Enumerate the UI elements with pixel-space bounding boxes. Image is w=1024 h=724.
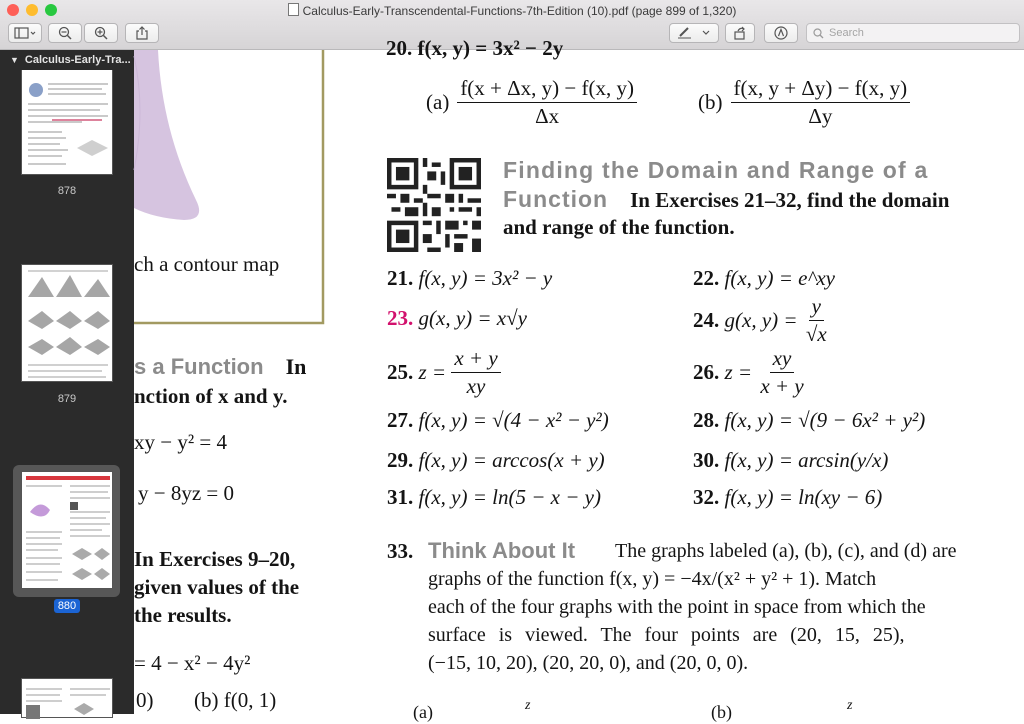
left-equation: (b) f(0, 1)	[194, 688, 277, 712]
search-icon	[813, 28, 824, 39]
zoom-out-button[interactable]	[48, 23, 82, 43]
exercise-33-text: The graphs labeled (a), (b), (c), and (d) are	[615, 540, 957, 562]
exercise-23: 23. g(x, y) = x√y	[387, 306, 527, 330]
exercise-28: 28. f(x, y) = √(9 − 6x² + y²)	[693, 408, 926, 432]
thumbnail-sidebar	[0, 50, 134, 714]
left-equation: = 4 − x² − 4y²	[134, 651, 251, 675]
page-thumbnail-878[interactable]	[21, 70, 113, 175]
exercise-31: 31. f(x, y) = ln(5 − x − y)	[387, 485, 601, 509]
exercise-33-title: Think About It	[428, 538, 576, 563]
exercise-30: 30. f(x, y) = arcsin(y/x)	[693, 448, 889, 472]
section-heading-line2: Function In Exercises 21–32, find the domain	[503, 186, 950, 212]
exercise-26: 26. z = $\frac{xy}{x + y}$	[693, 346, 804, 398]
page-thumbnail-preview	[22, 472, 114, 590]
exercise-33-text: (−15, 10, 20), (20, 20, 0), and (20, 0, 0).	[428, 652, 749, 674]
sidebar-toggle-button[interactable]	[8, 23, 42, 43]
exercise-25: 25. z = $\frac{x + y}{xy}$	[387, 346, 501, 399]
exercise-29: 29. f(x, y) = arccos(x + y)	[387, 448, 605, 472]
share-icon	[136, 26, 148, 40]
search-input[interactable]: Search	[806, 23, 1020, 43]
disclosure-triangle-icon: ▼	[10, 55, 19, 65]
figure-3d-surface	[134, 50, 334, 330]
exercise-20-part-b: (b) $\frac{f(x, y + \Delta y) - f(x, y)}{\Delta y}$	[698, 76, 910, 129]
exercise-33-text: each of the four graphs with the point in space from which the	[428, 596, 926, 618]
left-equation: y − 8yz = 0	[138, 481, 235, 505]
exercise-33-number: 33.	[387, 539, 414, 563]
section-heading: Finding the Domain and Range of a	[503, 157, 929, 183]
axis-label-z: z	[525, 698, 531, 713]
rotate-icon	[733, 26, 747, 40]
page-thumbnail-preview	[22, 70, 114, 175]
exercise-32: 32. f(x, y) = ln(xy − 6)	[693, 485, 883, 509]
exercise-20-part-a: (a) $\frac{f(x + \Delta x, y) - f(x, y)}{\Delta x}$	[426, 76, 637, 129]
page-number-label-selected: 880	[0, 600, 134, 612]
zoom-in-icon	[94, 26, 108, 40]
page-thumbnail-preview	[22, 679, 114, 719]
markup-pen-circle-icon	[774, 26, 788, 40]
sidebar-document-header[interactable]: ▼ Calculus-Early-Tra...	[10, 54, 131, 66]
exercise-20-partial: 20. f(x, y) = 3x² − 2y	[386, 36, 564, 60]
page-number-label: 879	[57, 393, 77, 405]
section-description: and range of the function.	[503, 215, 735, 239]
window-title: Calculus-Early-Transcendental-Functions-7th-Edition (10).pdf (page 899 of 1,320)	[0, 3, 1024, 18]
rotate-button[interactable]	[725, 23, 755, 43]
exercise-24: 24. g(x, y) = $\frac{y}{√x}$	[693, 294, 827, 346]
exercise-33-text: surface is viewed. The four points are (20, 15, 25),	[428, 624, 905, 646]
markup-button[interactable]	[764, 23, 798, 43]
page-thumbnail-preview	[22, 265, 114, 383]
exercise-27: 27. f(x, y) = √(4 − x² − y²)	[387, 408, 609, 432]
document-view[interactable]	[134, 36, 1024, 722]
left-exercises-text: the results.	[134, 603, 232, 627]
difference-quotient-x: $\frac{f(x + \Delta x, y) - f(x, y)}{\Delta x}$	[457, 76, 637, 129]
exercise-22: 22. f(x, y) = e^xy	[693, 266, 835, 290]
page-thumbnail-880[interactable]	[21, 471, 113, 589]
figure-caption: ch a contour map	[134, 252, 280, 276]
zoom-in-button[interactable]	[84, 23, 118, 43]
qr-code	[387, 158, 481, 252]
exercise-21: 21. f(x, y) = 3x² − y	[387, 266, 553, 290]
left-section-title: s a Function In	[134, 354, 307, 379]
difference-quotient-y: $\frac{f(x, y + \Delta y) - f(x, y)}{\Delta y}$	[731, 76, 911, 129]
left-exercises-text: In Exercises 9–20,	[134, 547, 296, 571]
left-section-line: nction of x and y.	[134, 384, 288, 408]
page-thumbnail-881[interactable]	[21, 678, 113, 718]
left-exercises-text: given values of the	[134, 575, 300, 599]
pen-icon	[674, 27, 714, 39]
exercise-33-text: graphs of the function f(x, y) = −4x/(x² + y² + 1). Match	[428, 568, 877, 590]
markup-toolbar-button[interactable]	[669, 23, 719, 43]
left-equation: xy − y² = 4	[134, 430, 227, 454]
page-number-label: 878	[57, 185, 77, 197]
share-button[interactable]	[125, 23, 159, 43]
graph-label-a: (a)	[413, 702, 433, 722]
graph-label-b: (b)	[711, 702, 732, 722]
pdf-document-icon	[288, 3, 299, 16]
sidebar-icon	[14, 27, 36, 39]
left-equation: 0)	[136, 688, 154, 712]
zoom-out-icon	[58, 26, 72, 40]
page-thumbnail-879[interactable]	[21, 264, 113, 382]
axis-label-z: z	[847, 698, 853, 713]
